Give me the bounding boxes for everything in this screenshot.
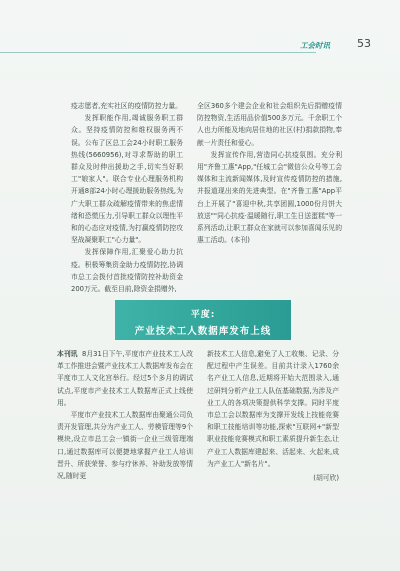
paragraph: 发挥保障作用,汇聚爱心助力抗疫。积极筹集资金助力疫情防控,协调市总工会拨付首批疫情防控补助资金200万元。截至目前,除资金捐赠外, bbox=[71, 248, 183, 294]
lead-text: 8月31日下午,平度市产业技术工人改革工作推进会暨产业技术工人数据库发布会在平度市工人文化宫举行。经过5个多月的调试试点,平度市产业技术工人数据库正式上线使用。 bbox=[57, 350, 193, 407]
author-credit: (胡可欣) bbox=[313, 474, 339, 483]
paragraph: 发挥宣传作用,营造同心抗疫氛围。充分利用"齐鲁工惠"App,"任城工会"微信公众号等工会媒体和主流新闻媒体,及时宣传疫情防控的措施,并报道现出来的先进典型。在"齐鲁工惠"App平台上开展了"喜迎中秋,共享团圆,1000份月饼大放送""同心抗疫·温暖随行,职工生日送蛋糕"等一系列活动,让职工群众在家就可以参加喜闻乐见的惠工活动。(本刊) bbox=[197, 150, 342, 245]
paragraph: 平度市产业技术工人数据库由聚通公司负责开发管理,共分为产业工人、劳模管理等9个模块,设立市总工会一镇街一企业三级管理端口,通过数据库可以便捷地掌握产业工人培训晋升、所获荣誉、参与疗休养、补助发放等情况,随时更 bbox=[57, 411, 193, 481]
header-rule bbox=[0, 52, 316, 53]
article1-column2 bbox=[197, 100, 342, 246]
paragraph: 新技术工人信息,避免了人工收集、记录、分配过程中产生误差。目前共计录入1760余名产业工人信息,近期将开始大范围录入,通过研判分析产业工人队伍基础数据,为涉及产业工人的各项决策提供科学支撑。同时平度市总工会以数据库为支撑开发线上技能竞赛和职工技能培训等功能,探索"互联网+"新型职业技能竞赛模式和职工素质提升新生态,让产业工人数据库建起来、活起来、火起来,成为产业工人"新名片"。 bbox=[207, 350, 339, 468]
byline: 本刊讯 bbox=[57, 350, 78, 358]
magazine-title: 工会时讯 bbox=[300, 41, 330, 50]
paragraph bbox=[57, 348, 193, 409]
article1-column1 bbox=[71, 100, 183, 295]
article-title: 产业技术工人数据库发布上线 bbox=[134, 326, 272, 337]
paragraph: 全区360多个建会企业和社会组织先后捐赠疫情防控物资,生活用品价值500多万元。千余职工个人也力所能及地向居住地的社区(村)捐款捐物,奉献一片责任和爱心。 bbox=[197, 102, 342, 147]
paragraph: 发挥职能作用,竭诚服务职工群众。坚持疫情防控和维权服务两不误。公布了区总工会24小时职工服务热线(5660956),对寻求帮助的职工群众及时伸出援助之手,切实当好职工"娘家人"。联合专业心理服务机构开通8部24小时心理援助服务热线,为广大职工群众疏解疫情带来的焦虑情绪和恐慌压力,引导职工群众以理性平和的心态应对疫情,为打赢疫情防控攻坚战凝聚职工"心力量"。 bbox=[71, 114, 183, 245]
paragraph: 疫志愿者,充实社区的疫情防控力量。 bbox=[71, 102, 182, 110]
title-location: 平度: bbox=[190, 310, 216, 320]
article2-column1 bbox=[57, 348, 193, 482]
article-title-banner bbox=[115, 300, 291, 340]
article2-column2 bbox=[207, 348, 339, 484]
page-number: 53 bbox=[357, 37, 371, 50]
